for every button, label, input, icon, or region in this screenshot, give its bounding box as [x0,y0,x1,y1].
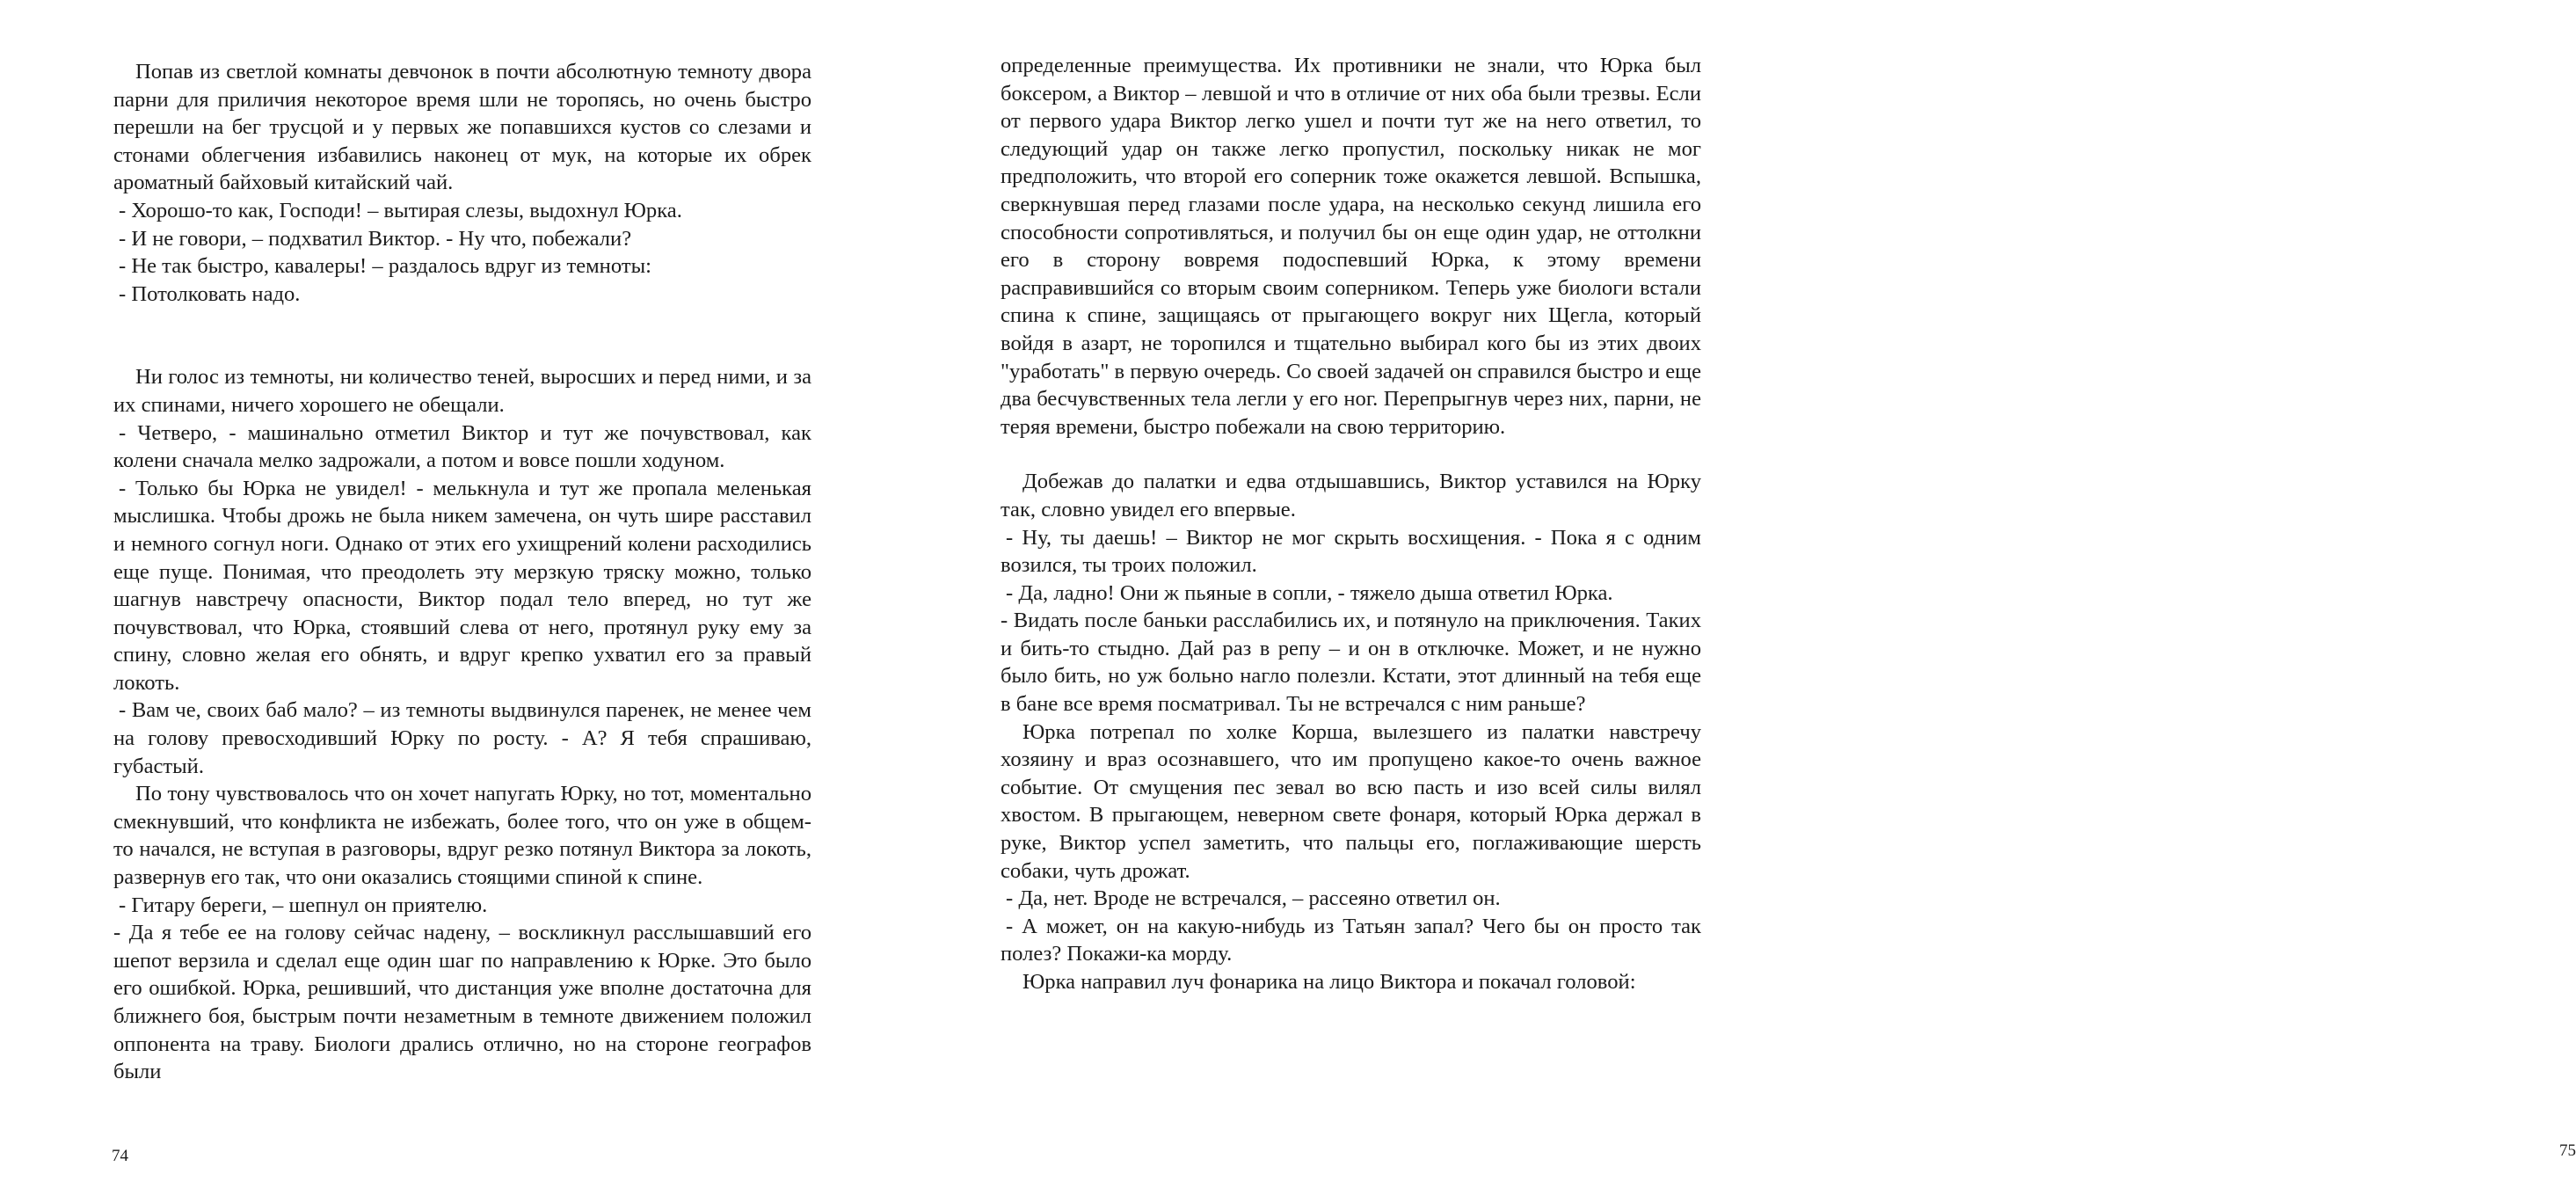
dialogue-line: - Хорошо-то как, Господи! – вытирая слезы, выдохнул Юрка. [119,198,682,222]
paragraph: определенные преимущества. Их противники не знали, что Юрка был боксером, а Виктор – левшой и что в отличие от них оба были трезвы. Если от первого удара Виктор легко ушел и почти тут же на него ответил, то следующий удар он также легко пропустил, поскольку никак не мог предположить, что второй его соперник тоже окажется левшой. Вспышка, сверкнувшая перед глазами после удара, на несколько секунд лишила его способности сопротивляться, и получил бы он еще один удар, не оттолкни его в сторону вовремя подоспевший Юрка, к этому времени расправившийся со вторым своим соперником. Теперь уже биологи встали спина к спине, защищаясь от прыгающего вокруг них Щегла, который войдя в азарт, не торопился и тщательно выбирал кого бы из этих двоих "уработать" в первую очередь. Со своей задачей он справился быстро и еще два бесчувственных тела легли у его ног. Перепрыгнув через них, парни, не теряя времени, быстро побежали на свою территорию. [1001,54,1701,439]
section-break [113,308,811,363]
dialogue-line: - Да, ладно! Они ж пьяные в сопли, - тяжело дыша ответил Юрка. [1006,580,1613,605]
page-number: 75 [2559,1141,2576,1160]
right-page [879,0,2576,1203]
dialogue-line: - А может, он на какую-нибудь из Татьян запал? Чего бы он просто так полез? Покажи-ка морду. [1001,914,1701,966]
dialogue-line: - Не так быстро, кавалеры! – раздалось вдруг из темноты: [119,254,651,279]
dialogue-line: - Потолковать надо. [119,281,301,306]
section-break [1001,441,1701,468]
dialogue-line: - Да я тебе ее на голову сейчас надену, – воскликнул расслышавший его шепот верзила и сделал еще один шаг по направлению к Юрке. Это было его ошибкой. Юрка, решивший, что дистанция уже вполне достаточна для ближнего боя, быстрым почти незаметным в темноте движением положил оппонента на траву. Биологи дрались отлично, но на стороне географов были [113,921,811,1084]
paragraph: Юрка потрепал по холке Корша, вылезшего из палатки навстречу хозяину и враз осознавшего, что им пропущено какое-то очень важное событие. От смущения пес зевал во всю пасть и изо всей силы вилял хвостом. В прыгающем, неверном свете фонаря, который Юрка держал в руке, Виктор успел заметить, что пальцы его, поглаживающие шерсть собаки, чуть дрожат. [1001,719,1701,883]
dialogue-line: - Видать после баньки расслабились их, и потянуло на приключения. Таких и бить-то стыдно. Дай раз в репу – и он в отключке. Может, и не нужно было бить, но уж больно нагло полезли. Кстати, этот длинный на тебя еще в бане все время посматривал. Ты не встречался с ним раньше? [1001,609,1701,717]
dialogue-line: - И не говори, – подхватил Виктор. - Ну что, побежали? [119,226,632,251]
paragraph: Ни голос из темноты, ни количество теней, выросших и перед ними, и за их спинами, ничего хорошего не обещали. [113,365,811,417]
right-page-text [1001,52,1701,996]
paragraph: По тону чувствовалось что он хочет напугать Юрку, но тот, моментально смекнувший, что конфликта не избежать, более того, что он уже в общем-то начался, не вступая в разговоры, вдруг резко потянул Виктора за локоть, развернув его так, что они оказались стоящими спиной к спине. [113,782,811,890]
dialogue-line: - Да, нет. Вроде не встречался, – рассеяно ответил он. [1006,886,1501,911]
dialogue-line: - Ну, ты даешь! – Виктор не мог скрыть восхищения. - Пока я с одним возился, ты троих положил. [1001,525,1701,578]
page-number: 74 [112,1147,128,1165]
dialogue-line: - Гитару береги, – шепнул он приятелю. [119,893,488,917]
left-page-text [113,58,811,1086]
dialogue-line: - Вам че, своих баб мало? – из темноты выдвинулся паренек, не менее чем на голову превосходивший Юрку по росту. - А? Я тебя спрашиваю, губастый. [113,698,811,778]
paragraph: Попав из светлой комнаты девчонок в почти абсолютную темноту двора парни для приличия некоторое время шли не торопясь, но очень быстро перешли на бег трусцой и у первых же попавшихся кустов со слезами и стонами облегчения избавились наконец от мук, на которые их обрек ароматный байховый китайский чай. [113,60,811,195]
dialogue-line: - Только бы Юрка не увидел! - мелькнула и тут же пропала меленькая мыслишка. Чтобы дрожь не была никем замечена, он чуть шире расставил и немного согнул ноги. Однако от этих его ухищрений колени расходились еще пуще. Понимая, что преодолеть эту мерзкую тряску можно, только шагнув навстречу опасности, Виктор подал тело вперед, но тут же почувствовал, что Юрка, стоявший слева от него, протянул руку ему за спину, словно желая его обнять, и вдруг крепко ухватил его за правый локоть. [113,476,811,695]
paragraph: Юрка направил луч фонарика на лицо Виктора и покачал головой: [1022,970,1636,994]
left-page [0,0,879,1203]
paragraph: Добежав до палатки и едва отдышавшись, Виктор уставился на Юрку так, словно увидел его впервые. [1001,470,1701,521]
dialogue-line: - Четверо, - машинально отметил Виктор и тут же почувствовал, как колени сначала мелко задрожали, а потом и вовсе пошли ходуном. [113,420,811,473]
